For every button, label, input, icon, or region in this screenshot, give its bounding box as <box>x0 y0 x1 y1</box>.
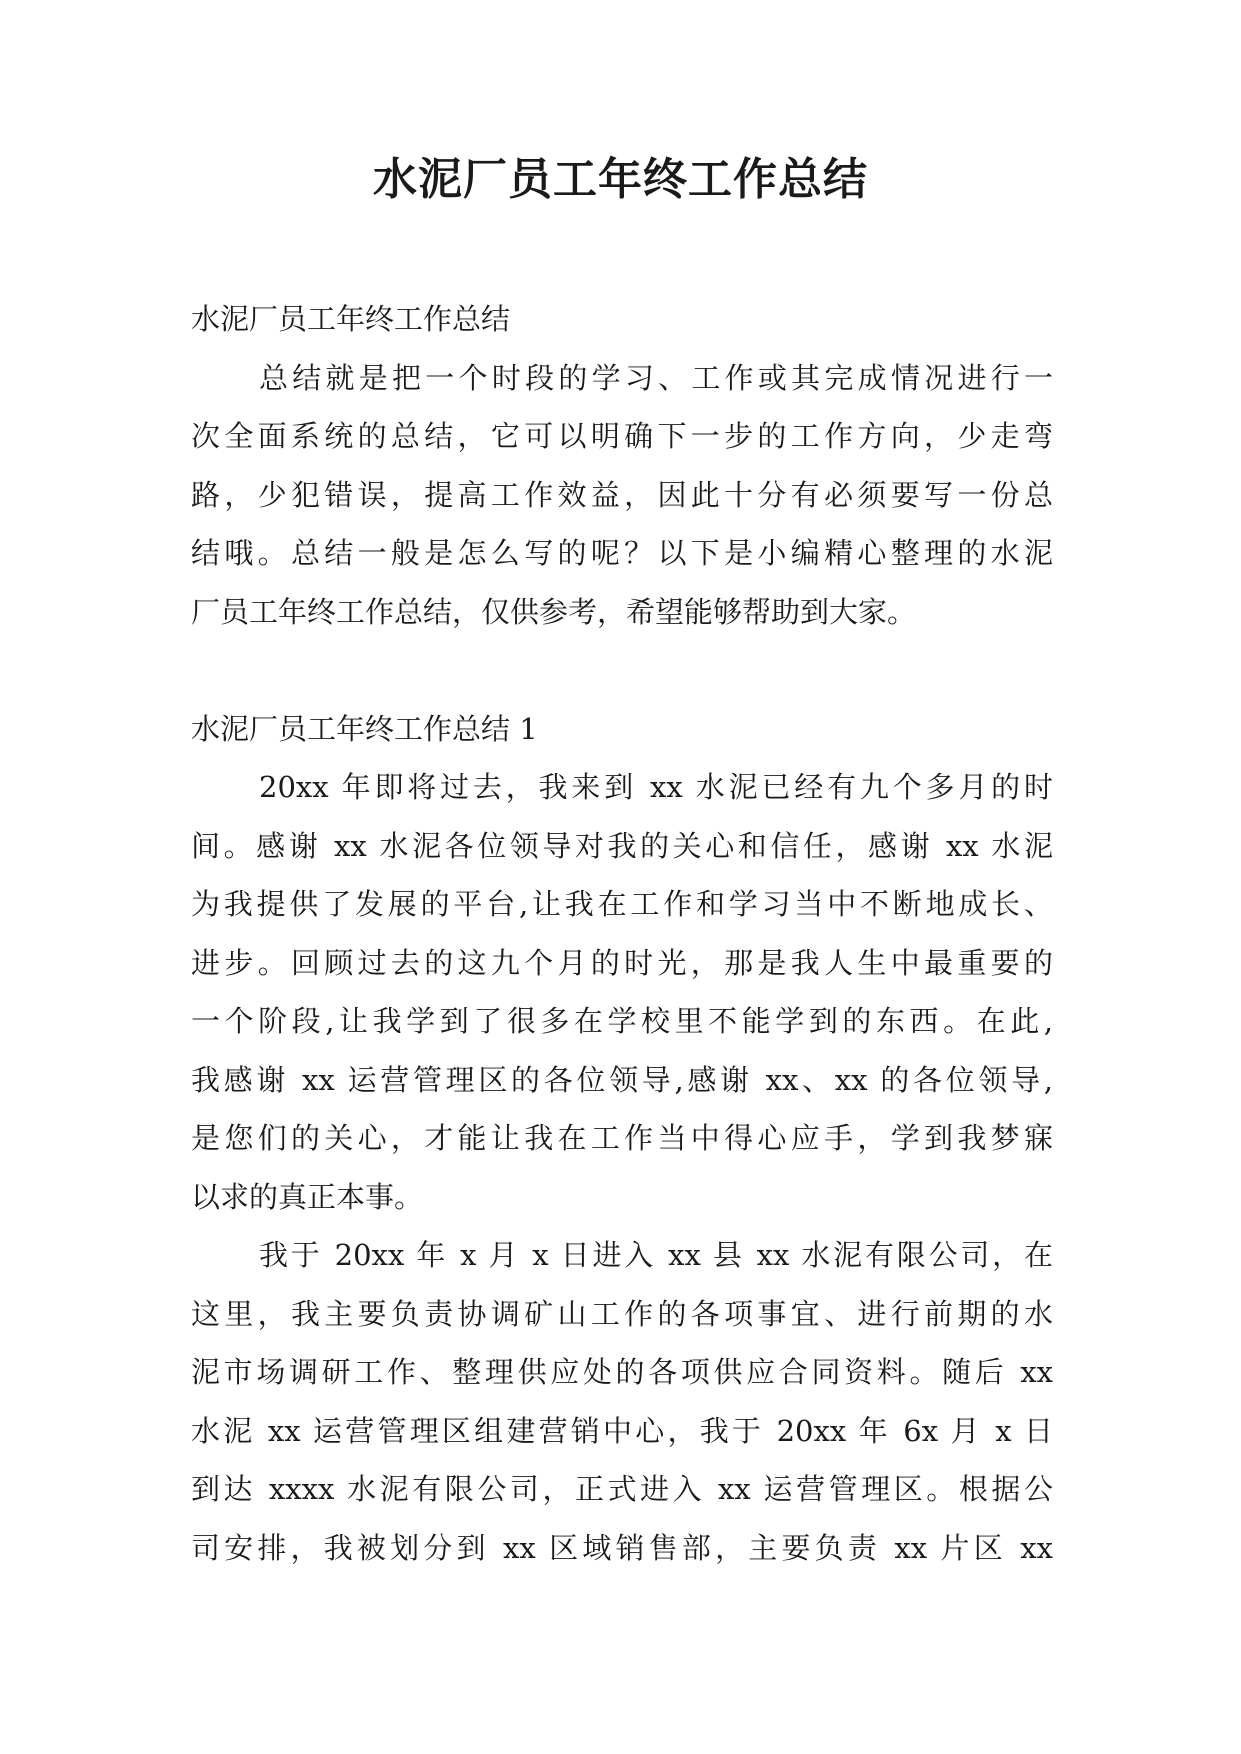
paragraph-line: 司安排，我被划分到 xx 区域销售部，主要负责 xx 片区 xx <box>191 1530 1053 1565</box>
document-body <box>191 290 1053 1577</box>
paragraph-line: 一个阶段,让我学到了很多在学校里不能学到的东西。在此, <box>191 1004 1053 1038</box>
paragraph-line: 到达 xxxx 水泥有限公司，正式进入 xx 运营管理区。根据公 <box>191 1472 1053 1506</box>
paragraph-line: 我感谢 xx 运营管理区的各位领导,感谢 xx、xx 的各位领导, <box>191 1062 1053 1097</box>
paragraph-line: 这里，我主要负责协调矿山工作的各项事宜、进行前期的水 <box>191 1296 1053 1331</box>
paragraph-line: 为我提供了发展的平台,让我在工作和学习当中不断地成长、 <box>191 887 1053 921</box>
paragraph-line: 以求的真正本事。 <box>191 1179 424 1214</box>
intro-line: 厂员工年终工作总结，仅供参考，希望能够帮助到大家。 <box>191 594 917 629</box>
intro-line: 总结就是把一个时段的学习、工作或其完成情况进行一 <box>259 360 1053 395</box>
paragraph-line: 泥市场调研工作、整理供应处的各项供应合同资料。随后 xx <box>191 1355 1053 1389</box>
document-title: 水泥厂员工年终工作总结 <box>373 154 868 205</box>
paragraph-line: 进步。回顾过去的这九个月的时光，那是我人生中最重要的 <box>191 945 1053 980</box>
paragraph-line: 间。感谢 xx 水泥各位领导对我的关心和信任，感谢 xx 水泥 <box>191 828 1053 863</box>
section-heading: 水泥厂员工年终工作总结 1 <box>191 711 538 746</box>
paragraph-line: 我于 20xx 年 x 月 x 日进入 xx 县 xx 水泥有限公司，在 <box>259 1238 1053 1272</box>
paragraph-line: 20xx 年即将过去，我来到 xx 水泥已经有九个多月的时 <box>259 770 1053 804</box>
intro-line: 路，少犯错误，提高工作效益，因此十分有必须要写一份总 <box>191 477 1053 512</box>
paragraph-spacer <box>191 641 1053 700</box>
paragraph-line: 是您们的关心，才能让我在工作当中得心应手，学到我梦寐 <box>191 1121 1053 1155</box>
intro-line: 次全面系统的总结，它可以明确下一步的工作方向，少走弯 <box>191 419 1053 453</box>
document-subtitle: 水泥厂员工年终工作总结 <box>191 302 511 336</box>
intro-line: 结哦。总结一般是怎么写的呢？以下是小编精心整理的水泥 <box>191 536 1053 570</box>
paragraph-line: 水泥 xx 运营管理区组建营销中心，我于 20xx 年 6x 月 x 日 <box>191 1413 1053 1448</box>
